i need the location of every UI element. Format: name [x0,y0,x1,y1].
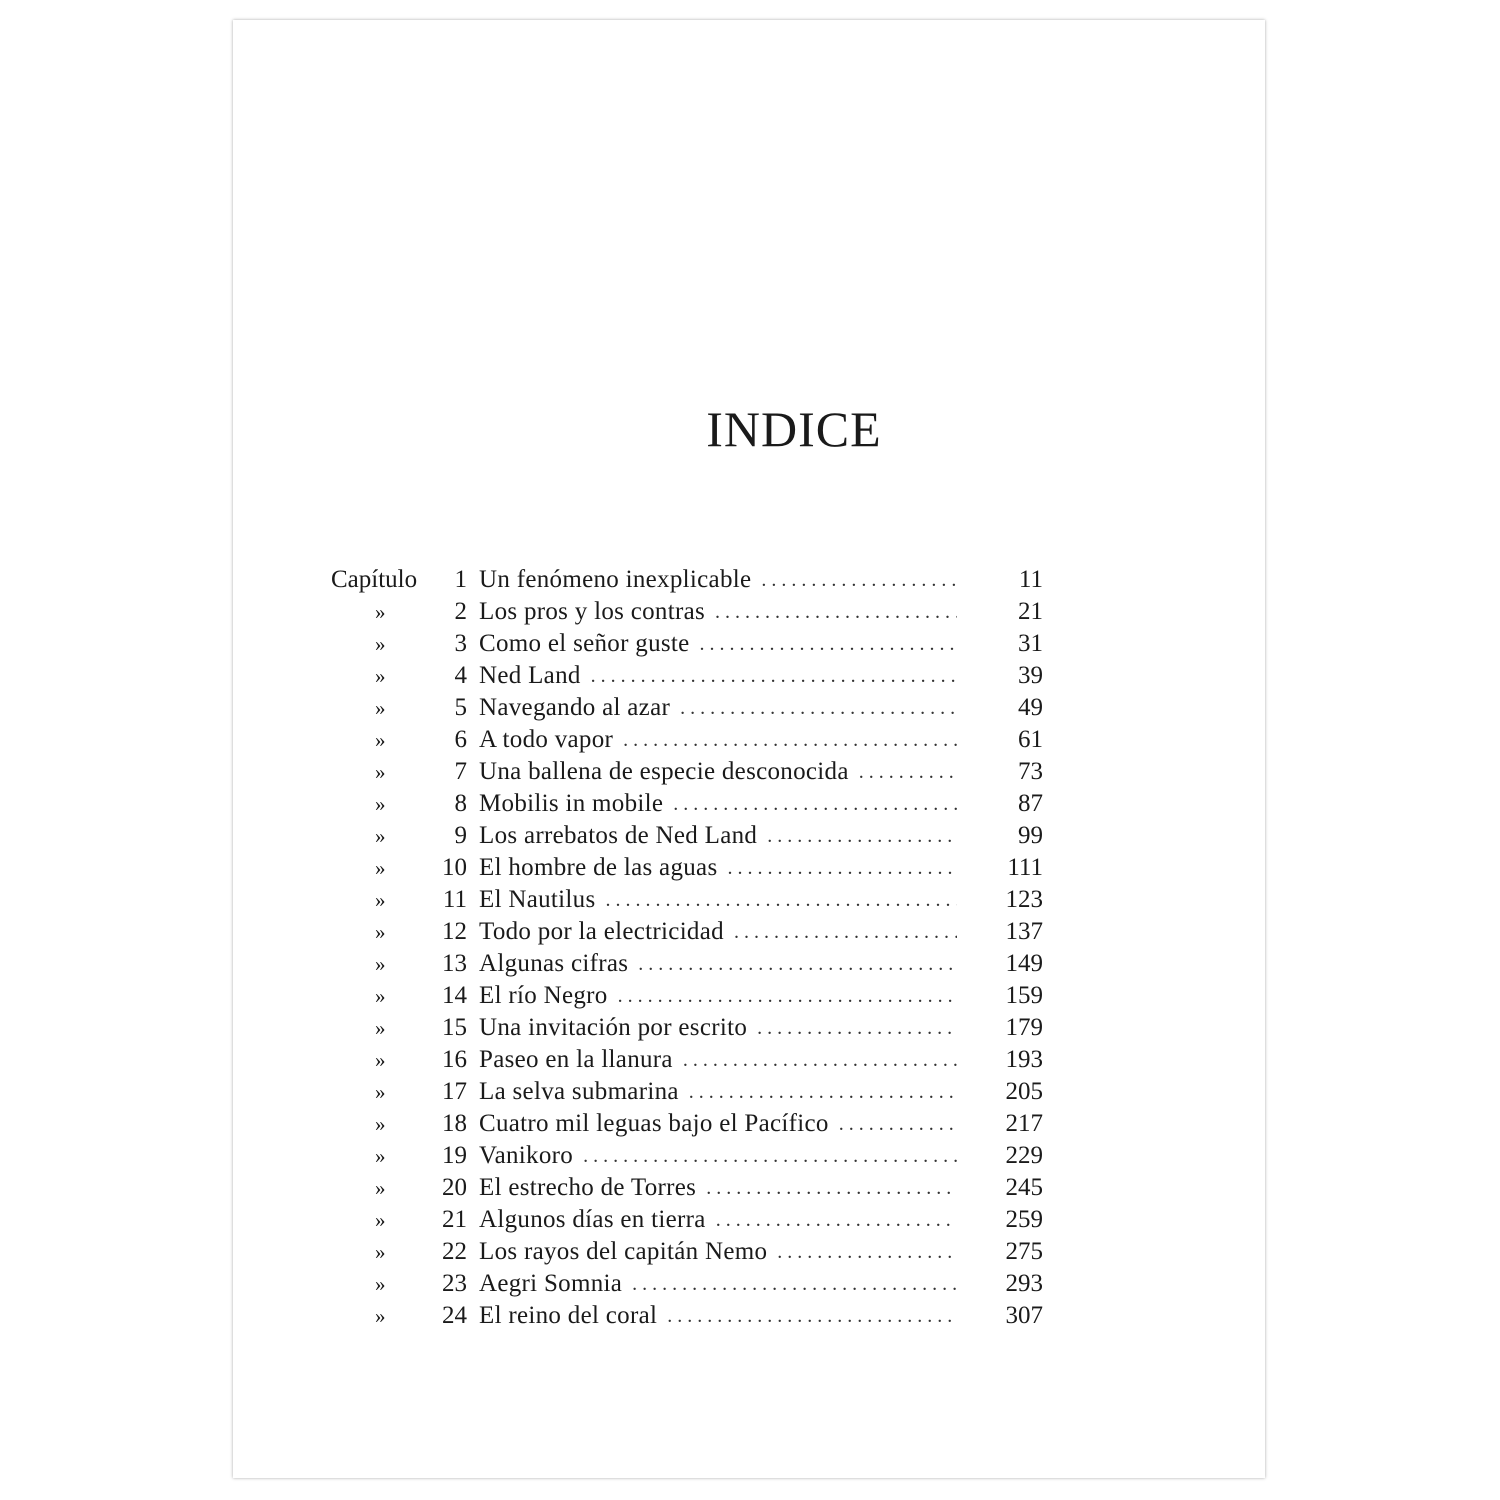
toc-entry [331,852,1043,884]
chapter-title: Cuatro mil leguas bajo el Pacífico [479,1110,829,1137]
table-of-contents [331,564,1043,1332]
chapter-title-line [479,756,957,788]
chapter-title-line [479,1044,957,1076]
chapter-title-line [479,884,957,916]
ditto-mark: » [375,1016,386,1040]
chapter-number: 5 [454,694,467,721]
page-number: 193 [1005,1046,1043,1073]
dot-leader [638,948,957,980]
dot-leader [583,1140,957,1172]
chapter-title-line [479,916,957,948]
toc-entry [331,756,1043,788]
chapter-title: Todo por la electricidad [479,918,724,945]
chapter-title-line [479,1140,957,1172]
page-number: 229 [1005,1142,1043,1169]
ditto-mark: » [375,1112,386,1136]
chapter-title: Una invitación por escrito [479,1014,748,1041]
chapter-title: El reino del coral [479,1302,658,1329]
page-number: 61 [1018,726,1043,753]
chapter-title: Los pros y los contras [479,598,706,625]
page-number: 217 [1005,1110,1043,1137]
dot-leader [673,788,957,820]
ditto-mark: » [375,632,386,656]
chapter-title: Los rayos del capitán Nemo [479,1238,768,1265]
ditto-mark: » [375,1208,386,1232]
chapter-title: El río Negro [479,982,608,1009]
dot-leader [680,692,957,724]
page-number: 179 [1005,1014,1043,1041]
chapter-title-line [479,1172,957,1204]
page-number: 49 [1018,694,1043,721]
toc-entry [331,724,1043,756]
chapter-number: 8 [454,790,467,817]
ditto-mark: » [375,696,386,720]
page-number: 307 [1005,1302,1043,1329]
dot-leader [689,1076,957,1108]
page-number: 73 [1018,758,1043,785]
chapter-number: 10 [442,854,467,881]
toc-entry [331,1300,1043,1332]
ditto-mark: » [375,1176,386,1200]
toc-entry [331,1268,1043,1300]
toc-entry [331,820,1043,852]
chapter-title-line [479,1108,957,1140]
chapter-title: El hombre de las aguas [479,854,718,881]
page-number: 259 [1005,1206,1043,1233]
page-number: 39 [1018,662,1043,689]
toc-entry [331,596,1043,628]
chapter-title: El Nautilus [479,886,596,913]
page-title: INDICE [706,401,882,457]
ditto-mark: » [375,1272,386,1296]
chapter-title-line [479,1236,957,1268]
toc-entry [331,692,1043,724]
chapter-label: Capítulo [331,566,418,593]
chapter-number: 12 [442,918,467,945]
dot-leader [777,1236,957,1268]
toc-entry [331,1044,1043,1076]
ditto-mark: » [375,728,386,752]
chapter-title: Como el señor guste [479,630,690,657]
dot-leader [757,1012,957,1044]
chapter-number: 17 [442,1078,467,1105]
ditto-mark: » [375,760,386,784]
page-number: 123 [1005,886,1043,913]
ditto-mark: » [375,920,386,944]
chapter-number: 13 [442,950,467,977]
dot-leader [700,628,957,660]
toc-entry [331,1140,1043,1172]
toc-entry [331,1236,1043,1268]
dot-leader [591,660,957,692]
chapter-title: Ned Land [479,662,581,689]
toc-entry [331,916,1043,948]
ditto-mark: » [375,664,386,688]
chapter-title: Una ballena de especie desconocida [479,758,849,785]
chapter-title: Algunas cifras [479,950,629,977]
chapter-number: 6 [454,726,467,753]
chapter-number: 1 [454,566,467,593]
ditto-mark: » [375,888,386,912]
chapter-title-line [479,852,957,884]
chapter-number: 15 [442,1014,467,1041]
chapter-title-line [479,564,957,596]
dot-leader [734,916,957,948]
page-number: 99 [1018,822,1043,849]
dot-leader [618,980,957,1012]
dot-leader [706,1172,957,1204]
ditto-mark: » [375,824,386,848]
ditto-mark: » [375,1080,386,1104]
chapter-title-line [479,660,957,692]
chapter-number: 3 [454,630,467,657]
dot-leader [623,724,957,756]
page-number: 159 [1005,982,1043,1009]
chapter-title-line [479,628,957,660]
toc-entry [331,948,1043,980]
ditto-mark: » [375,792,386,816]
toc-entry [331,628,1043,660]
ditto-mark: » [375,952,386,976]
page-number: 293 [1005,1270,1043,1297]
toc-entry [331,660,1043,692]
page-number: 21 [1018,598,1043,625]
ditto-mark: » [375,1144,386,1168]
chapter-title: La selva submarina [479,1078,679,1105]
chapter-number: 22 [442,1238,467,1265]
chapter-number: 4 [454,662,467,689]
dot-leader [859,756,957,788]
ditto-mark: » [375,984,386,1008]
chapter-title: Navegando al azar [479,694,671,721]
toc-entry [331,884,1043,916]
dot-leader [683,1044,957,1076]
ditto-mark: » [375,600,386,624]
chapter-number: 11 [442,886,467,913]
page-number: 11 [1018,566,1043,593]
toc-entry [331,788,1043,820]
toc-entry [331,1172,1043,1204]
page-number: 149 [1005,950,1043,977]
chapter-title-line [479,820,957,852]
dot-leader [632,1268,957,1300]
page-number: 275 [1005,1238,1043,1265]
toc-entry [331,1012,1043,1044]
chapter-title-line [479,1300,957,1332]
chapter-title: Un fenómeno inexplicable [479,566,752,593]
toc-entry [331,1204,1043,1236]
chapter-title-line [479,692,957,724]
chapter-title-line [479,948,957,980]
toc-entry [331,1076,1043,1108]
ditto-mark: » [375,1304,386,1328]
chapter-title-line [479,1012,957,1044]
chapter-title-line [479,980,957,1012]
dot-leader [727,852,957,884]
dot-leader [716,1204,957,1236]
chapter-number: 7 [454,758,467,785]
chapter-number: 19 [442,1142,467,1169]
chapter-title: Paseo en la llanura [479,1046,673,1073]
chapter-title-line [479,1268,957,1300]
chapter-title: Aegri Somnia [479,1270,623,1297]
chapter-title: El estrecho de Torres [479,1174,697,1201]
dot-leader [767,820,957,852]
chapter-title: Los arrebatos de Ned Land [479,822,758,849]
dot-leader [715,596,957,628]
page-number: 31 [1018,630,1043,657]
ditto-mark: » [375,1240,386,1264]
chapter-title-line [479,1204,957,1236]
toc-entry [331,1108,1043,1140]
dot-leader [667,1300,957,1332]
chapter-number: 14 [442,982,467,1009]
chapter-title-line [479,596,957,628]
ditto-mark: » [375,1048,386,1072]
chapter-number: 24 [442,1302,467,1329]
dot-leader [761,564,957,596]
page-number: 205 [1005,1078,1043,1105]
chapter-title-line [479,724,957,756]
chapter-title: Mobilis in mobile [479,790,664,817]
chapter-title-line [479,1076,957,1108]
chapter-title-line [479,788,957,820]
chapter-title: Algunos días en tierra [479,1206,706,1233]
page-number: 245 [1005,1174,1043,1201]
chapter-number: 23 [442,1270,467,1297]
chapter-number: 2 [454,598,467,625]
ditto-mark: » [375,856,386,880]
book-page [233,20,1265,1478]
page-number: 87 [1018,790,1043,817]
toc-entry [331,980,1043,1012]
chapter-number: 16 [442,1046,467,1073]
chapter-number: 18 [442,1110,467,1137]
dot-leader [839,1108,957,1140]
chapter-title: A todo vapor [479,726,614,753]
dot-leader [605,884,957,916]
page-number: 137 [1005,918,1043,945]
chapter-number: 20 [442,1174,467,1201]
page-number: 111 [1007,854,1043,881]
chapter-title: Vanikoro [479,1142,574,1169]
toc-entry [331,564,1043,596]
chapter-number: 21 [442,1206,467,1233]
chapter-number: 9 [454,822,467,849]
